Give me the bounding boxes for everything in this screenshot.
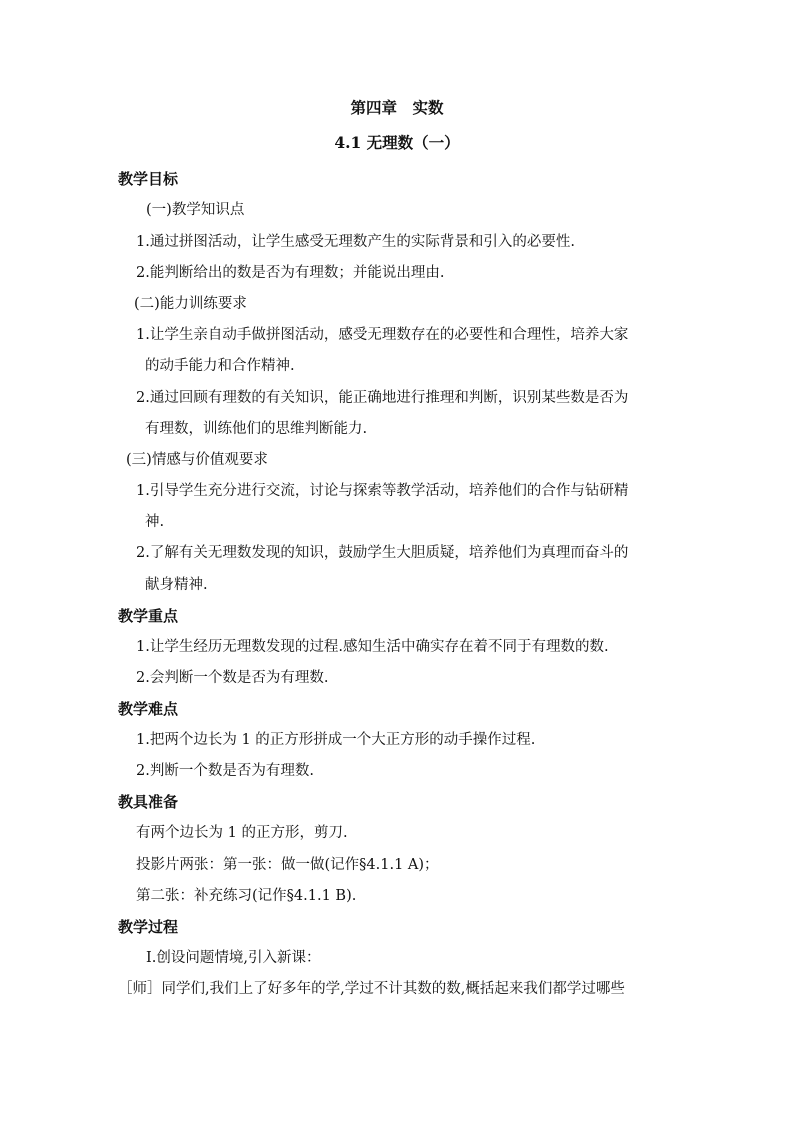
paragraph-line: 2.判断一个数是否为有理数. [136, 763, 314, 779]
subheading-ability: (二)能力训练要求 [134, 296, 247, 312]
heading-tools: 教具准备 [118, 793, 179, 811]
paragraph-line: 2.通过回顾有理数的有关知识，能正确地进行推理和判断，识别某些数是否为 [136, 390, 629, 406]
paragraph-line: 1.引导学生充分进行交流，讨论与探索等教学活动，培养他们的合作与钻研精 [136, 483, 629, 499]
paragraph-line: 2.能判断给出的数是否为有理数；并能说出理由. [136, 265, 445, 281]
paragraph-line: 神. [145, 514, 165, 530]
heading-objectives: 教学目标 [118, 170, 179, 188]
paragraph-line: 2.会判断一个数是否为有理数. [136, 670, 329, 686]
heading-key-points: 教学重点 [118, 607, 179, 625]
paragraph-line: 有理数，训练他们的思维判断能力. [145, 421, 368, 437]
paragraph-line: Ⅰ.创设问题情境,引入新课： [146, 950, 321, 966]
paragraph-line: 1.让学生亲自动手做拼图活动，感受无理数存在的必要性和合理性，培养大家 [136, 327, 629, 343]
subheading-knowledge: (一)教学知识点 [146, 202, 245, 218]
paragraph-line: 2.了解有关无理数发现的知识，鼓励学生大胆质疑，培养他们为真理而奋斗的 [136, 545, 629, 561]
paragraph-line: 第二张：补充练习(记作§4.1.1 B). [136, 888, 357, 904]
section-title: 4.1 无理数（一） [334, 133, 460, 152]
paragraph-line: 投影片两张：第一张：做一做(记作§4.1.1 A)； [136, 857, 439, 873]
paragraph-line: 1.把两个边长为 1 的正方形拼成一个大正方形的动手操作过程. [136, 732, 536, 748]
paragraph-line: 有两个边长为 1 的正方形，剪刀. [136, 825, 348, 841]
paragraph-line: 献身精神. [145, 577, 208, 593]
chapter-title: 第四章 实数 [350, 98, 444, 117]
heading-difficulties: 教学难点 [118, 700, 179, 718]
paragraph-line: 1.让学生经历无理数发现的过程.感知生活中确实存在着不同于有理数的数. [136, 639, 609, 655]
paragraph-line: ［师］同学们,我们上了好多年的学,学过不计其数的数,概括起来我们都学过哪些 [118, 981, 625, 997]
subheading-values: (三)情感与价值观要求 [126, 452, 268, 468]
heading-process: 教学过程 [118, 918, 179, 936]
paragraph-line: 1.通过拼图活动，让学生感受无理数产生的实际背景和引入的必要性. [136, 234, 575, 250]
paragraph-line: 的动手能力和合作精神. [145, 358, 295, 374]
